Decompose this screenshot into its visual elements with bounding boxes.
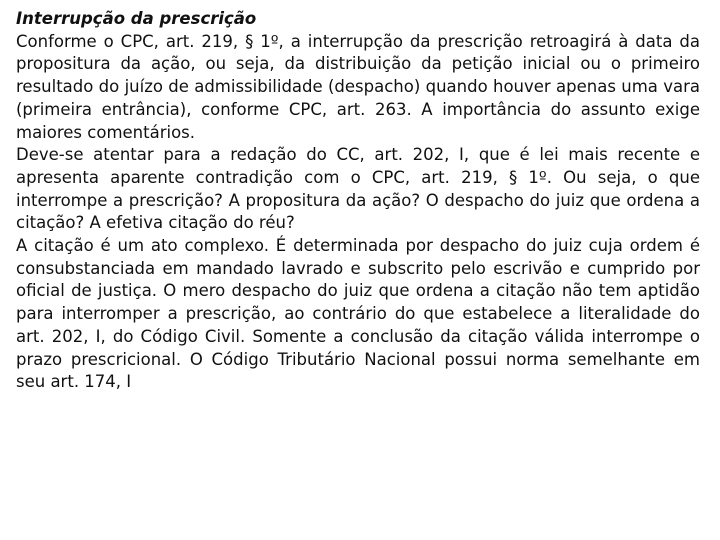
paragraph-3: A citação é um ato complexo. É determinada por despacho do juiz cuja ordem é consubstanciada em mandado lavrado e subscrito pelo escrivão e cumprido por oficial de justiça. O mero despacho do juiz que ordena a citação não tem aptidão para interromper a prescrição, ao contrário do que estabelece a literalidade do art. 202, I, do Código Civil. Somente a conclusão da citação válida interrompe o prazo prescricional. O Código Tributário Nacional possui norma semelhante em seu art. 174, I — [16, 236, 700, 392]
paragraph-2: Deve-se atentar para a redação do CC, art. 202, I, que é lei mais recente e apresenta aparente contradição com o CPC, art. 219, § 1º. Ou seja, o que interrompe a prescrição? A propositura da ação? O despacho do juiz que ordena a citação? A efetiva citação do réu? — [16, 145, 700, 233]
section-title: Interrupção da prescrição — [16, 9, 257, 28]
document-body — [16, 8, 700, 394]
paragraph-1: Conforme o CPC, art. 219, § 1º, a interrupção da prescrição retroagirá à data da propositura da ação, ou seja, da distribuição da petição inicial ou o primeiro resultado do juízo de admissibilidade (despacho) quando houver apenas uma vara (primeira entrância), conforme CPC, art. 263. A importância do assunto exige maiores comentários. — [16, 31, 700, 142]
